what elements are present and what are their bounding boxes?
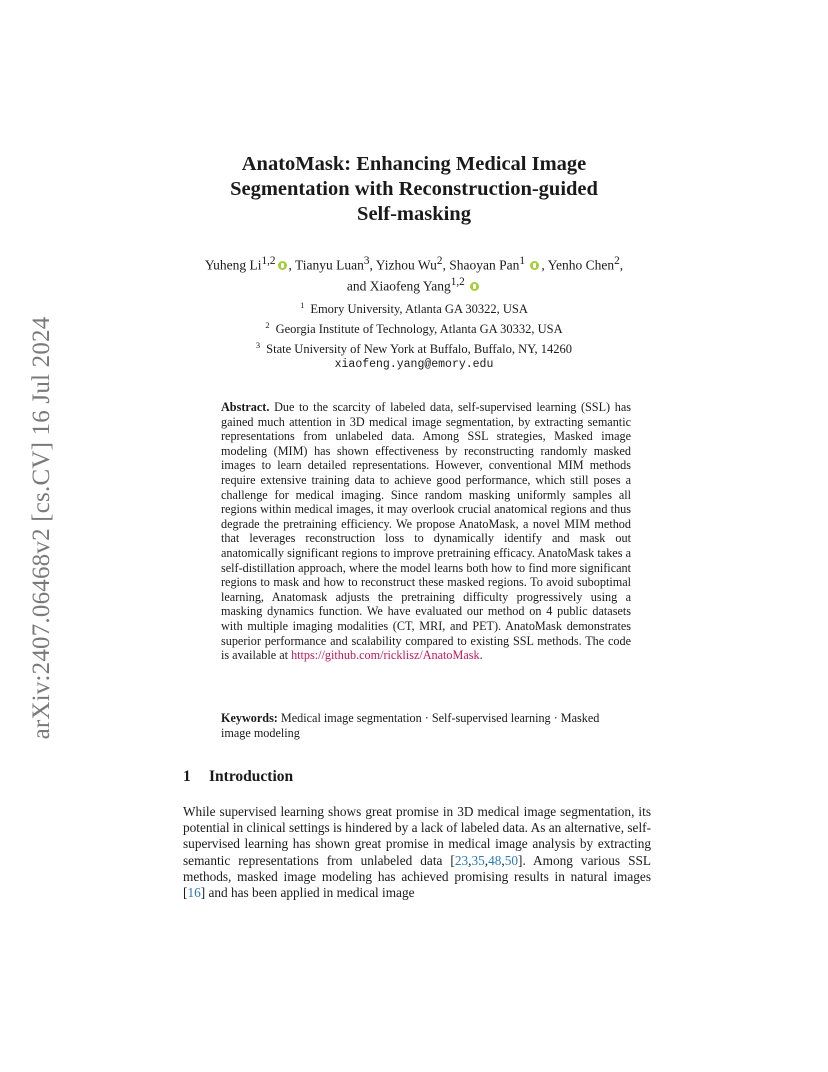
affiliation-number: 1: [300, 300, 305, 310]
abstract-text: Due to the scarcity of labeled data, self-supervised learning (SSL) has gained much attention in 3D medical image segmentation, by extracting semantic representations from unlabeled data. Among SSL strategies, Masked image modeling (MIM) has shown effectiveness by reconstructing randomly masked images to learn detailed representations. However, conventional MIM methods require extensive training data to achieve good performance, which still poses a challenge for medical imaging. Since random masking uniformly samples all regions within medical images, it may overlook crucial anatomical regions and thus degrade the pretraining efficiency. We propose AnatoMask, a novel MIM method that leverages reconstruction loss to dynamically identify and mask out anatomically significant regions to improve pretraining efficacy. AnatoMask takes a self-distillation approach, where the model learns both how to find more significant regions to mask and how to reconstruct these masked regions. To avoid suboptimal learning, Anatomask adjusts the pretraining difficulty progressively using a masking dynamics function. We have evaluated our method on 4 public datasets with multiple imaging modalities (CT, MRI, and PET). AnatoMask demonstrates superior performance and scalability compared to existing SSL methods. The code is available at: [221, 400, 631, 663]
affiliation-text: Georgia Institute of Technology, Atlanta GA 30332, USA: [275, 322, 563, 337]
author-affiliation-mark: 3: [363, 255, 370, 267]
citation-link[interactable]: 16: [187, 885, 201, 901]
affiliation-number: 2: [265, 320, 270, 331]
title-line-2: Segmentation with Reconstruction-guided: [230, 178, 598, 200]
intro-text-3: ] and has been applied in medical image: [200, 885, 415, 901]
orcid-icon[interactable]: [470, 282, 479, 291]
abstract: [221, 400, 631, 663]
orcid-icon[interactable]: [530, 261, 539, 270]
citation-link[interactable]: 48: [488, 852, 502, 868]
author-affiliation-mark: 2: [614, 255, 620, 267]
affiliation-text: Emory University, Atlanta GA 30322, USA: [310, 302, 528, 317]
citation-link[interactable]: 50: [504, 852, 519, 868]
author-list: [0, 253, 828, 295]
author-name: , Yizhou Wu: [369, 257, 437, 273]
author-affiliation-mark: 1,2: [261, 255, 276, 267]
keywords-text: Medical image segmentation · Self-supervised learning · Masked image modeling: [221, 711, 600, 740]
citation-separator: ,: [484, 852, 489, 868]
intro-paragraph: [183, 804, 651, 901]
section-title: Introduction: [209, 768, 294, 785]
author-name: , Yenho Chen: [541, 257, 615, 273]
keywords-heading: Keywords:: [221, 711, 278, 725]
arxiv-identifier: arXiv:2407.06468v2 [cs.CV] 16 Jul 2024: [28, 316, 55, 740]
author-line-1: [0, 253, 828, 274]
author-name: , Tianyu Luan: [288, 257, 364, 273]
abstract-end: .: [479, 648, 483, 663]
author-affiliation-mark: 1: [519, 255, 526, 267]
section-number: 1: [183, 768, 191, 785]
title-line-3: Self-masking: [357, 203, 471, 225]
author-name: Yuheng Li: [204, 257, 262, 273]
citation-separator: ,: [468, 852, 472, 868]
section-heading: [183, 768, 293, 786]
author-separator: ,: [619, 257, 624, 273]
orcid-icon[interactable]: [278, 261, 287, 270]
author-affiliation-mark: 1,2: [450, 276, 465, 288]
intro-text-2: ]. Among various SSL methods, masked image modeling has achieved promising results in natural images [: [183, 852, 651, 901]
author-affiliation-mark: 2: [436, 255, 443, 267]
contact-email[interactable]: xiaofeng.yang@emory.edu: [334, 358, 494, 372]
affiliation-text: State University of New York at Buffalo, Buffalo, NY, 14260: [266, 342, 573, 357]
intro-text-1: While supervised learning shows great promise in 3D medical image segmentation, its potential in clinical settings is hindered by a lack of labeled data. As an alternative, self-supervised learning has shown great promise in medical image analysis by extracting semantic representations from unlabeled data [: [183, 804, 651, 868]
keywords: [221, 711, 631, 740]
citation-link[interactable]: 23: [454, 852, 469, 868]
code-link[interactable]: https://github.com/ricklisz/AnatoMask: [291, 648, 480, 663]
paper-title: [0, 152, 828, 227]
title-line-1: AnatoMask: Enhancing Medical Image: [241, 153, 587, 175]
author-line-2: [0, 274, 828, 295]
citation-link[interactable]: 35: [471, 852, 485, 868]
citation-separator: ,: [501, 852, 505, 868]
affiliation-list: [0, 297, 828, 373]
affiliation-item: [0, 337, 828, 357]
abstract-heading: Abstract.: [221, 400, 270, 414]
affiliation-number: 3: [255, 340, 261, 351]
author-name: , Shaoyan Pan: [442, 257, 520, 273]
affiliation-item: [0, 317, 828, 337]
affiliation-item: [0, 297, 828, 317]
author-name: and Xiaofeng Yang: [346, 278, 451, 294]
